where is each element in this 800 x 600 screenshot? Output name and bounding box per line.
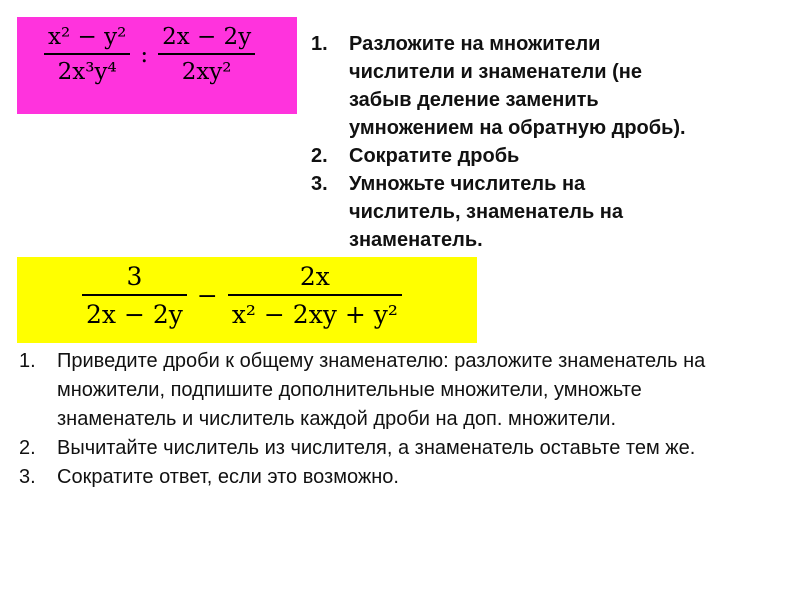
instruction-item (19, 463, 779, 492)
fraction-left (44, 24, 130, 85)
numerator: 3 (126, 262, 143, 291)
instruction-item (19, 434, 779, 463)
minus-operator: − (196, 281, 218, 310)
fraction-division-expression (44, 24, 255, 85)
division-operator: : (140, 41, 149, 68)
item-text: Сократите ответ, если это возможно. (57, 466, 399, 488)
item-number: 3. (19, 466, 36, 488)
denominator: 2x − 2y (86, 300, 183, 329)
instruction-item (311, 30, 791, 142)
fraction-right (158, 24, 255, 85)
item-text: Умножьте числитель на числитель, знаменатель на знаменатель. (349, 173, 624, 251)
fraction-bar (158, 53, 255, 55)
item-number: 2. (311, 145, 328, 167)
item-text: Сократите дробь (349, 145, 520, 167)
item-text: Разложите на множители числители и знаменатели (не забыв деление заменить умножением на обратную дробь). (349, 33, 686, 139)
fraction-right (228, 262, 402, 329)
item-number: 1. (311, 33, 328, 55)
instruction-item (311, 142, 791, 170)
fraction-bar (228, 294, 402, 296)
item-text: Вычитайте числитель из числителя, а знаменатель оставьте тем же. (57, 437, 696, 459)
fraction-bar (82, 294, 187, 296)
instruction-item (311, 170, 791, 254)
item-text: Приведите дроби к общему знаменателю: разложите знаменатель на множители, подпишите дополнительные множители, умножьте знаменатель и числитель каждой дроби на доп. множители. (57, 350, 706, 430)
item-number: 1. (19, 350, 36, 372)
item-number: 3. (311, 173, 328, 195)
item-number: 2. (19, 437, 36, 459)
fraction-subtraction-expression (82, 262, 402, 329)
instructions-list-2 (19, 347, 779, 492)
instructions-list-1 (311, 30, 791, 254)
denominator: 2xy² (181, 59, 232, 85)
denominator: 2x³y⁴ (57, 59, 117, 85)
fraction-left (82, 262, 187, 329)
numerator: 2x − 2y (162, 24, 252, 50)
instruction-item (19, 347, 779, 434)
numerator: 2x (299, 262, 330, 291)
numerator: x² − y² (48, 24, 127, 50)
denominator: x² − 2xy + y² (231, 300, 398, 329)
fraction-bar (44, 53, 130, 55)
